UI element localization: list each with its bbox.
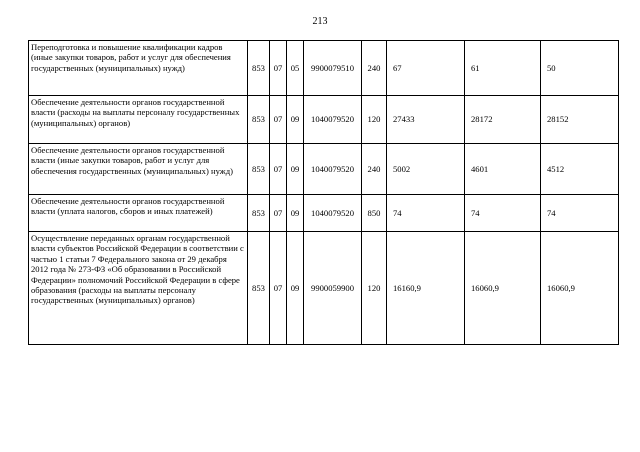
- amount-year-1: 16160,9: [387, 232, 465, 345]
- section-code: 07: [270, 41, 287, 96]
- subsection-code: 05: [287, 41, 304, 96]
- expense-type-code: 240: [362, 41, 387, 96]
- ministry-code: 853: [248, 144, 270, 195]
- section-code: 07: [270, 232, 287, 345]
- section-code: 07: [270, 144, 287, 195]
- amount-year-2: 61: [465, 41, 541, 96]
- row-description: Обеспечение деятельности органов государственной власти (расходы на выплаты персоналу государственных (муниципальных) органов): [29, 96, 248, 144]
- amount-year-3: 4512: [541, 144, 619, 195]
- row-description: Осуществление переданных органам государственной власти субъектов Российской Федерации в соответствии с частью 1 статьи 7 Федерального закона от 29 декабря 2012 года № 273-ФЗ «Об образовании в Российской Федерации» полномочий Российской Федерации в сфере образования (расходы на выплаты персоналу государственных (муниципальных) органов): [29, 232, 248, 345]
- amount-year-3: 28152: [541, 96, 619, 144]
- target-article-code: 1040079520: [304, 96, 362, 144]
- row-description: Обеспечение деятельности органов государственной власти (уплата налогов, сборов и иных платежей): [29, 195, 248, 232]
- target-article-code: 1040079520: [304, 144, 362, 195]
- table-row: [29, 232, 619, 345]
- table-row: [29, 195, 619, 232]
- subsection-code: 09: [287, 195, 304, 232]
- target-article-code: 9900059900: [304, 232, 362, 345]
- expense-type-code: 120: [362, 96, 387, 144]
- amount-year-1: 74: [387, 195, 465, 232]
- amount-year-1: 67: [387, 41, 465, 96]
- expense-type-code: 240: [362, 144, 387, 195]
- amount-year-1: 27433: [387, 96, 465, 144]
- amount-year-3: 16060,9: [541, 232, 619, 345]
- table-row: [29, 41, 619, 96]
- expense-type-code: 850: [362, 195, 387, 232]
- section-code: 07: [270, 96, 287, 144]
- budget-table: [28, 40, 619, 345]
- ministry-code: 853: [248, 41, 270, 96]
- subsection-code: 09: [287, 96, 304, 144]
- ministry-code: 853: [248, 96, 270, 144]
- amount-year-1: 5002: [387, 144, 465, 195]
- ministry-code: 853: [248, 195, 270, 232]
- table-row: [29, 144, 619, 195]
- amount-year-2: 4601: [465, 144, 541, 195]
- row-description: Переподготовка и повышение квалификации кадров (иные закупки товаров, работ и услуг для обеспечения государственных (муниципальных) нужд): [29, 41, 248, 96]
- ministry-code: 853: [248, 232, 270, 345]
- target-article-code: 1040079520: [304, 195, 362, 232]
- amount-year-2: 74: [465, 195, 541, 232]
- table-row: [29, 96, 619, 144]
- subsection-code: 09: [287, 144, 304, 195]
- amount-year-2: 16060,9: [465, 232, 541, 345]
- page-number: 213: [312, 16, 328, 27]
- amount-year-2: 28172: [465, 96, 541, 144]
- amount-year-3: 50: [541, 41, 619, 96]
- expense-type-code: 120: [362, 232, 387, 345]
- row-description: Обеспечение деятельности органов государственной власти (иные закупки товаров, работ и услуг для обеспечения государственных (муниципальных) нужд): [29, 144, 248, 195]
- amount-year-3: 74: [541, 195, 619, 232]
- subsection-code: 09: [287, 232, 304, 345]
- target-article-code: 9900079510: [304, 41, 362, 96]
- section-code: 07: [270, 195, 287, 232]
